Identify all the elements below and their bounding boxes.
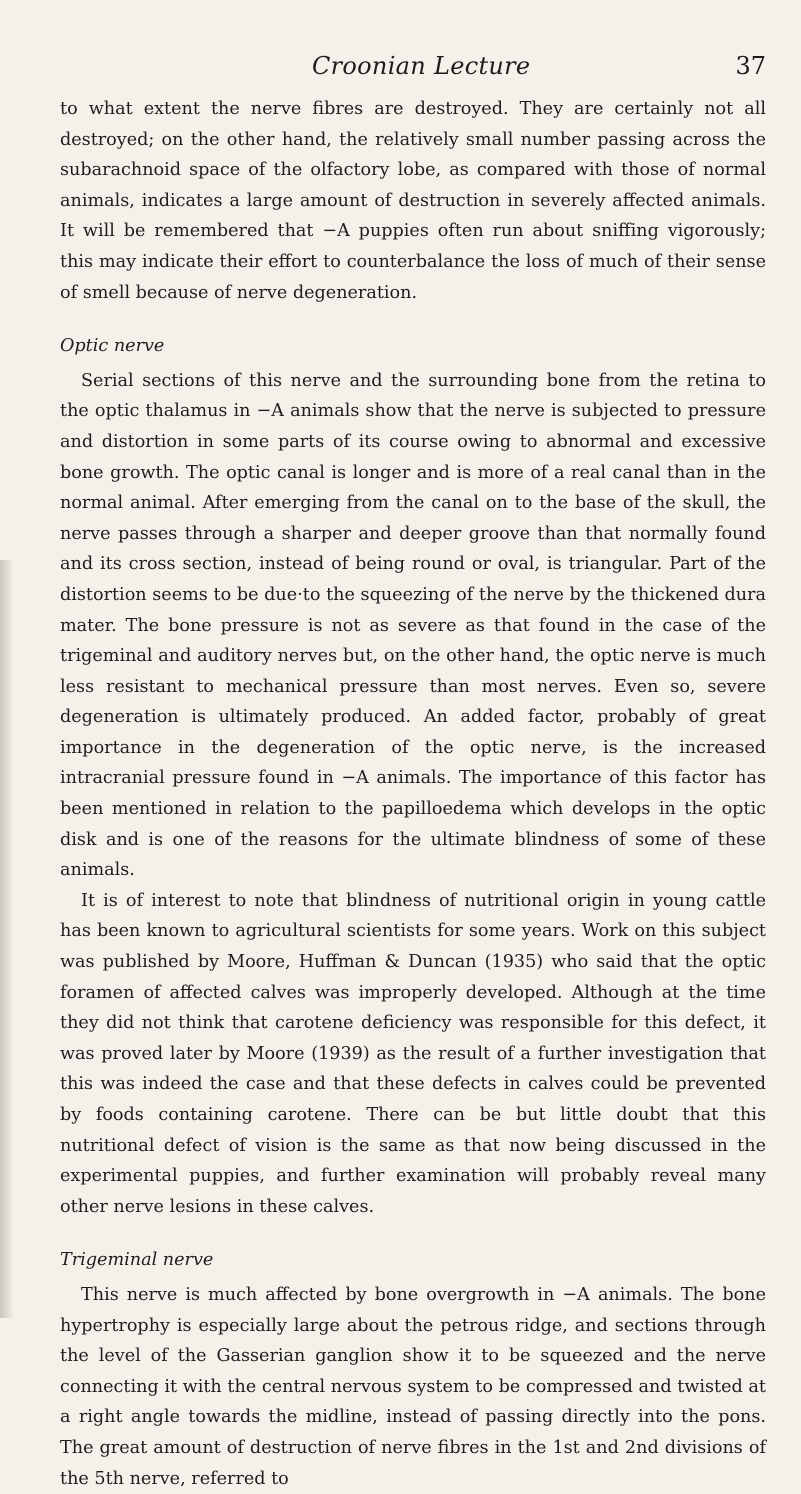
binding-shadow (0, 560, 14, 1318)
section-heading-trigeminal-nerve: Trigeminal nerve (60, 1250, 214, 1271)
paragraph-optic-nerve: Serial sections of this nerve and the surrounding bone from the retina to the optic thalamus in −A animals show that the nerve is subjected to pressure and distortion in some parts of its course owing to abnormal and excessive bone growth. The optic canal is longer and is more of a real canal than in the normal animal. After emerging from the canal on to the base of the skull, the nerve passes through a sharper and deeper groove than that normally found and its cross section, instead of being round or oval, is triangular. Part of the distortion seems to be due·to the squeezing of the nerve by the thickened dura mater. The bone pressure is not as severe as that found in the case of the trigeminal and auditory nerves but, on the other hand, the optic nerve is much less resistant to mechanical pressure than most nerves. Even so, severe degeneration is ultimately produced. An added factor, probably of great importance in the degeneration of the optic nerve, is the increased intracranial pressure found in −A animals. The importance of this factor has been mentioned in relation to the papilloedema which develops in the optic disk and is one of the reasons for the ultimate blindness of some of these animals. (60, 370, 766, 881)
section-heading-optic-nerve: Optic nerve (60, 336, 165, 357)
paragraph-calves-blindness: It is of interest to note that blindness of nutritional origin in young cattle has been known to agricultural scientists for some years. Work on this subject was published by Moore, Huffman & Duncan (1935) who said that the optic foramen of affected calves was improperly developed. Although at the time they did not think that carotene deficiency was responsible for this defect, it was proved later by Moore (1939) as the result of a further investigation that this was indeed the case and that these defects in calves could be prevented by foods containing carotene. There can be but little doubt that this nutritional defect of vision is the same as that now being discussed in the experimental puppies, and further examination will probably reveal many other nerve lesions in these calves. (60, 890, 766, 1217)
running-header (60, 52, 766, 92)
paragraph-olfactory-continuation: to what extent the nerve fibres are destroyed. They are certainly not all destroyed; on the other hand, the relatively small number passing across the subarachnoid space of the olfactory lobe, as compared with those of normal animals, indicates a large amount of destruction in severely affected animals. It will be remembered that −A puppies often run about sniffing vigorously; this may indicate their effort to counterbalance the loss of much of their sense of smell because of nerve degeneration. (60, 99, 766, 303)
running-title: Croonian Lecture (312, 52, 531, 80)
page-number: 37 (735, 52, 766, 80)
body-text (60, 94, 766, 1494)
paragraph-trigeminal-nerve: This nerve is much affected by bone overgrowth in −A animals. The bone hypertrophy is especially large about the petrous ridge, and sections through the level of the Gasserian ganglion show it to be squeezed and the nerve connecting it with the central nervous system to be compressed and twisted at a right angle towards the midline, instead of passing directly into the pons. The great amount of destruction of nerve fibres in the 1st and 2nd divisions of the 5th nerve, referred to (60, 1284, 766, 1489)
